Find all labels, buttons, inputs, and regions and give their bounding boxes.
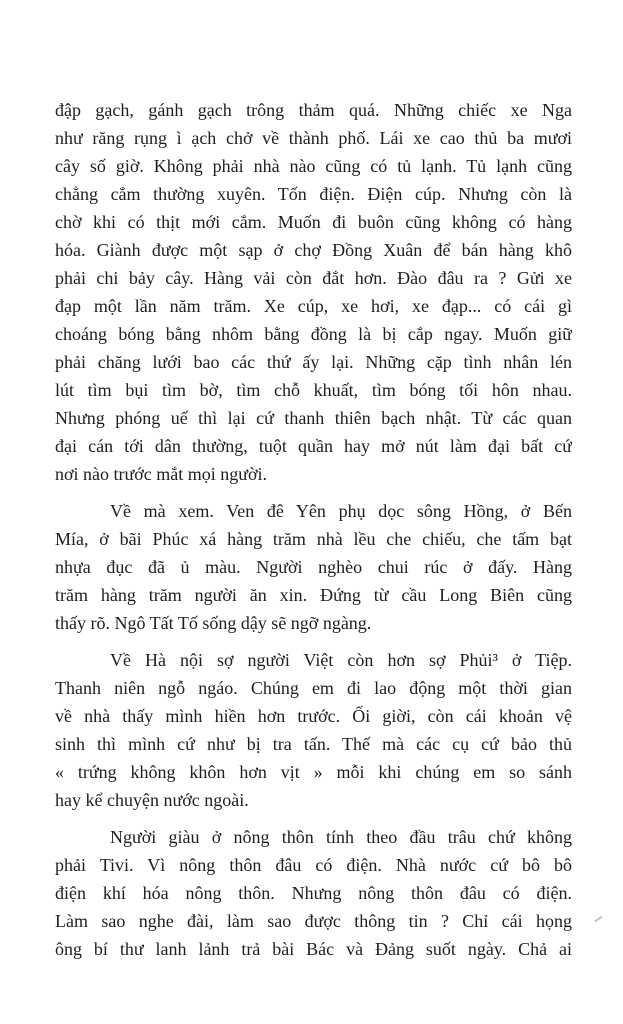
paragraph: [55, 96, 572, 488]
text-line: đại cán tới dân thường, tuột quần hay mở nút làm đại bất cứ: [55, 436, 572, 456]
text-line: đạp một lần năm trăm. Xe cúp, xe hơi, xe đạp... có cái gì: [55, 296, 572, 316]
text-line: nơi nào trước mắt mọi người.: [55, 464, 268, 484]
text-line: Người giàu ở nông thôn tính theo đầu trâu chứ không: [110, 827, 572, 847]
paragraph: [55, 646, 572, 814]
text-line: « trứng không khôn hơn vịt » mỗi khi chúng em so sánh: [55, 762, 572, 782]
text-line: Làm sao nghe đài, làm sao được thông tin ? Chỉ cái họng: [55, 911, 572, 931]
text-line: nhựa đục đã ủ màu. Người nghèo chui rúc ở đấy. Hàng: [55, 557, 572, 577]
text-line: Nhưng phóng uế thì lại cứ thanh thiên bạch nhật. Từ các quan: [55, 408, 572, 428]
text-line: điện khí hóa nông thôn. Nhưng nông thôn đâu có điện.: [55, 883, 572, 903]
text-line: sinh thì mình cứ như bị tra tấn. Thế mà các cụ cứ bảo thủ: [55, 734, 572, 754]
scan-speck-artifact: [594, 916, 603, 923]
text-line: hóa. Giành được một sạp ở chợ Đồng Xuân để bán hàng khô: [55, 240, 572, 260]
text-line: ông bí thư lanh lảnh trả bài Bác và Đảng suốt ngày. Chả ai: [55, 939, 572, 959]
text-line: Về Hà nội sợ người Việt còn hơn sợ Phủi³ ở Tiệp.: [110, 650, 572, 670]
text-line: phải Tivi. Vì nông thôn đâu có điện. Nhà nước cứ bô bô: [55, 855, 572, 875]
paragraph: [55, 497, 572, 637]
text-line: về nhà thấy mình hiền hơn trước. Ối giời, còn cái khoản vệ: [55, 706, 572, 726]
text-line: Mía, ở bãi Phúc xá hàng trăm nhà lều che chiếu, che tấm bạt: [55, 529, 572, 549]
text-line: lút tìm bụi tìm bờ, tìm chỗ khuất, tìm bóng tối hôn nhau.: [55, 380, 572, 400]
text-line: choáng bóng bằng nhôm bằng đồng là bị cắp ngay. Muốn giữ: [55, 324, 572, 344]
text-line: phải chi bảy cây. Hàng vải còn đắt hơn. Đào đâu ra ? Gửi xe: [55, 268, 572, 288]
page-text-block: [55, 96, 572, 963]
text-line: thấy rõ. Ngô Tất Tố sống dậy sẽ ngỡ ngàng.: [55, 613, 372, 633]
text-line: trăm hàng trăm người ăn xin. Đứng từ cầu Long Biên cũng: [55, 585, 572, 605]
text-line: hay kể chuyện nước ngoài.: [55, 790, 249, 810]
text-line: Về mà xem. Ven đê Yên phụ dọc sông Hồng, ở Bến: [110, 501, 572, 521]
text-line: đập gạch, gánh gạch trông thảm quá. Những chiếc xe Nga: [55, 100, 572, 120]
text-line: chẳng cắm thường xuyên. Tốn điện. Điện cúp. Nhưng còn là: [55, 184, 572, 204]
paragraph: [55, 823, 572, 963]
text-line: chờ khi có thịt mới cắm. Muốn đi buôn cũng không có hàng: [55, 212, 572, 232]
text-line: như răng rụng ì ạch chở về thành phố. Lái xe cao thủ ba mươi: [55, 128, 572, 148]
text-line: cây số giờ. Không phải nhà nào cũng có tủ lạnh. Tủ lạnh cũng: [55, 156, 572, 176]
text-line: Thanh niên ngỗ ngáo. Chúng em đi lao động một thời gian: [55, 678, 572, 698]
text-line: phải chăng lưới bao các thứ ấy lại. Những cặp tình nhân lén: [55, 352, 572, 372]
